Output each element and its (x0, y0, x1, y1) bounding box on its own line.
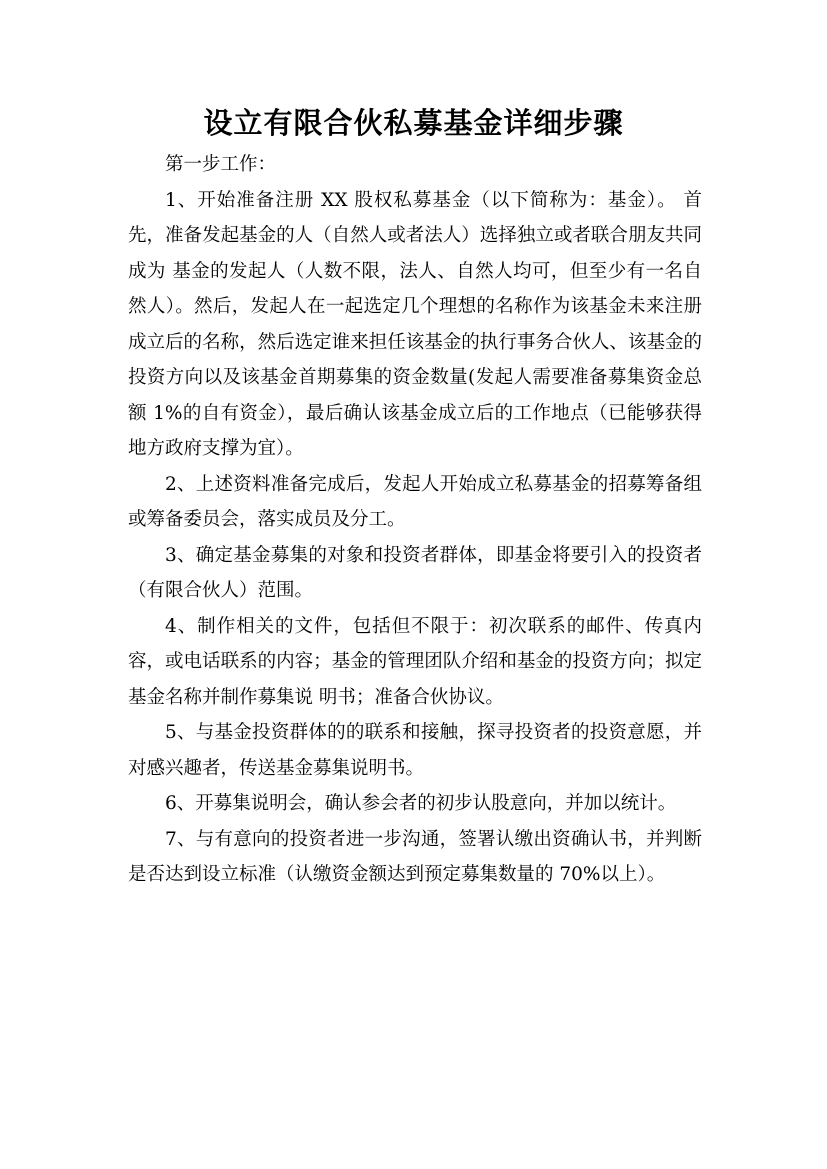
paragraph-step-3: 3、确定基金募集的对象和投资者群体，即基金将要引入的投资者（有限合伙人）范围。 (128, 544, 702, 601)
paragraph-step-4: 4、制作相关的文件，包括但不限于：初次联系的邮件、传真内容，或电话联系的内容；基金的管理团队介绍和基金的投资方向；拟定基金名称并制作募集说 明书；准备合伙协议。 (128, 615, 702, 708)
paragraph-step-1: 1、开始准备注册 XX 股权私募基金（以下简称为：基金）。 首先，准备发起基金的人（自然人或者法人）选择独立或者联合朋友共同成为 基金的发起人（人数不限，法人、自然人均可，但至少有一名自然人）。然后，发起人在一起选定几个理想的名称作为该基金未来注册成立后的名称，然后选定谁来担任该基金的执行事务合伙人、该基金的投资方向以及该基金首期募集的资金数量(发起人需要准备募集资金总额 1%的自有资金），最后确认该基金成立后的工作地点（已能够获得地方政府支撑为宜）。 (128, 189, 702, 459)
page-title: 设立有限合伙私募基金详细步骤 (203, 106, 624, 140)
document-body (128, 147, 702, 893)
paragraph-step-7: 7、与有意向的投资者进一步沟通，签署认缴出资确认书，并判断是否达到设立标准（认缴资金额达到预定募集数量的 70%以上）。 (128, 828, 702, 885)
section-heading: 第一步工作： (165, 154, 277, 175)
paragraph-step-6: 6、开募集说明会，确认参会者的初步认股意向，并加以统计。 (165, 793, 677, 814)
paragraph-step-5: 5、与基金投资群体的的联系和接触，探寻投资者的投资意愿，并对感兴趣者，传送基金募集说明书。 (128, 722, 702, 779)
paragraph-step-2: 2、上述资料准备完成后，发起人开始成立私募基金的招募筹备组或筹备委员会，落实成员及分工。 (128, 473, 702, 530)
